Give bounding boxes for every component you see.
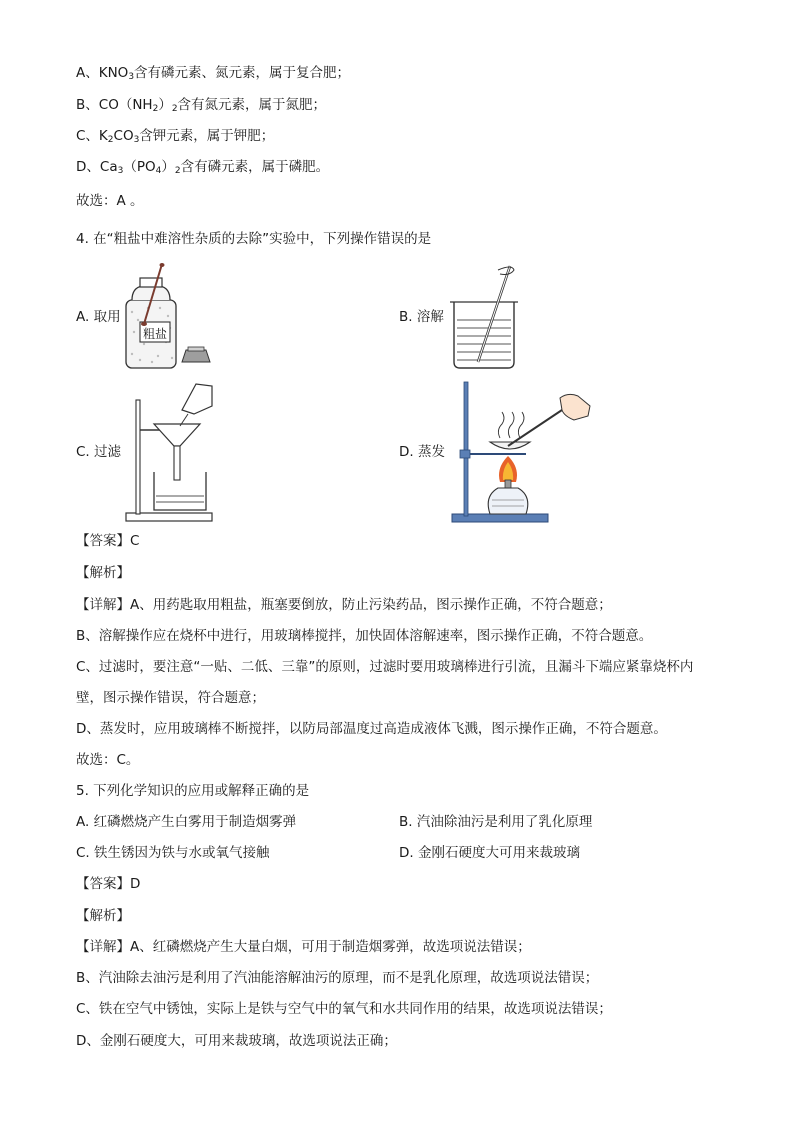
prev-line-a — [76, 63, 350, 87]
subscript: 2 — [107, 135, 114, 145]
prev-line-b — [76, 95, 326, 119]
subscript: 3 — [128, 72, 135, 82]
text: ） — [158, 97, 172, 113]
q4-detail-a: 【详解】A、用药匙取用粗盐，瓶塞要倒放，防止污染药品，图示操作正确，不符合题意； — [76, 597, 612, 613]
text: 含有磷元素、氮元素，属于复合肥； — [134, 65, 351, 81]
q4-option-b-label: B. 溶解 — [399, 309, 444, 325]
q4-detail-b: B、溶解操作应在烧杯中进行，用玻璃棒搅拌，加快固体溶解速率，图示操作正确，不符合题意。 — [76, 628, 653, 644]
q4-option-c-label: C. 过滤 — [76, 444, 122, 460]
q4-detail-c: C、过滤时，要注意“一贴、二低、三靠”的原则，过滤时要用玻璃棒进行引流，且漏斗下端应紧靠烧杯内壁，图示操作错误，符合题意； — [76, 659, 694, 706]
text: 含钾元素，属于钾肥； — [139, 128, 275, 144]
q5-option-a: A. 红磷燃烧产生白雾用于制造烟雾弹 — [76, 814, 297, 830]
text: 含有磷元素，属于磷肥。 — [180, 159, 330, 175]
q5-option-d: D. 金刚石硬度大可用来裁玻璃 — [399, 845, 580, 861]
q4-figure-d-evaporation — [448, 380, 593, 525]
prev-line-d — [76, 157, 329, 181]
text: A、KNO — [76, 65, 129, 81]
text: C、K — [76, 128, 108, 144]
q4-detail-d: D、蒸发时，应用玻璃棒不断搅拌，以防局部温度过高造成液体飞溅，图示操作正确，不符合题意。 — [76, 721, 667, 737]
q5-option-c: C. 铁生锈因为铁与水或氧气接触 — [76, 845, 270, 861]
q5-analysis-title: 【解析】 — [76, 908, 130, 924]
subscript: 2 — [171, 104, 178, 114]
subscript: 3 — [133, 135, 140, 145]
q4-figure-a-bottle — [118, 262, 218, 372]
bottle-label-text: 粗盐 — [143, 327, 168, 341]
subscript: 2 — [174, 166, 181, 176]
subscript: 4 — [155, 166, 162, 176]
q5-answer: 【答案】D — [76, 876, 141, 892]
q4-answer: 【答案】C — [76, 533, 140, 549]
text: B、CO（NH — [76, 97, 153, 113]
text: （PO — [123, 159, 156, 175]
q5-option-b: B. 汽油除油污是利用了乳化原理 — [399, 814, 593, 830]
q5-detail-d: D、金刚石硬度大，可用来裁玻璃，故选项说法正确； — [76, 1033, 397, 1049]
text: ） — [161, 159, 175, 175]
prev-line-c — [76, 126, 274, 150]
q4-option-a-label: A. 取用 — [76, 309, 121, 325]
q4-figure-b-beaker — [448, 262, 528, 372]
prev-choice: 故选：A 。 — [76, 193, 144, 209]
text: D、Ca — [76, 159, 118, 175]
text: CO — [113, 128, 134, 144]
q4-stem: 4. 在“粗盐中难溶性杂质的去除”实验中，下列操作错误的是 — [76, 231, 432, 247]
q5-detail-a: 【详解】A、红磷燃烧产生大量白烟，可用于制造烟雾弹，故选项说法错误； — [76, 939, 531, 955]
subscript: 3 — [117, 166, 124, 176]
q4-choice: 故选：C。 — [76, 752, 140, 768]
subscript: 2 — [152, 104, 159, 114]
q4-option-d-label: D. 蒸发 — [399, 444, 445, 460]
q4-analysis-title: 【解析】 — [76, 565, 130, 581]
q5-detail-b: B、汽油除去油污是利用了汽油能溶解油污的原理，而不是乳化原理，故选项说法错误； — [76, 970, 599, 986]
q5-stem: 5. 下列化学知识的应用或解释正确的是 — [76, 783, 310, 799]
q4-figure-c-filtration — [122, 380, 217, 525]
q5-detail-c: C、铁在空气中锈蚀，实际上是铁与空气中的氧气和水共同作用的结果，故选项说法错误； — [76, 1001, 612, 1017]
text: 含有氮元素，属于氮肥； — [177, 97, 327, 113]
